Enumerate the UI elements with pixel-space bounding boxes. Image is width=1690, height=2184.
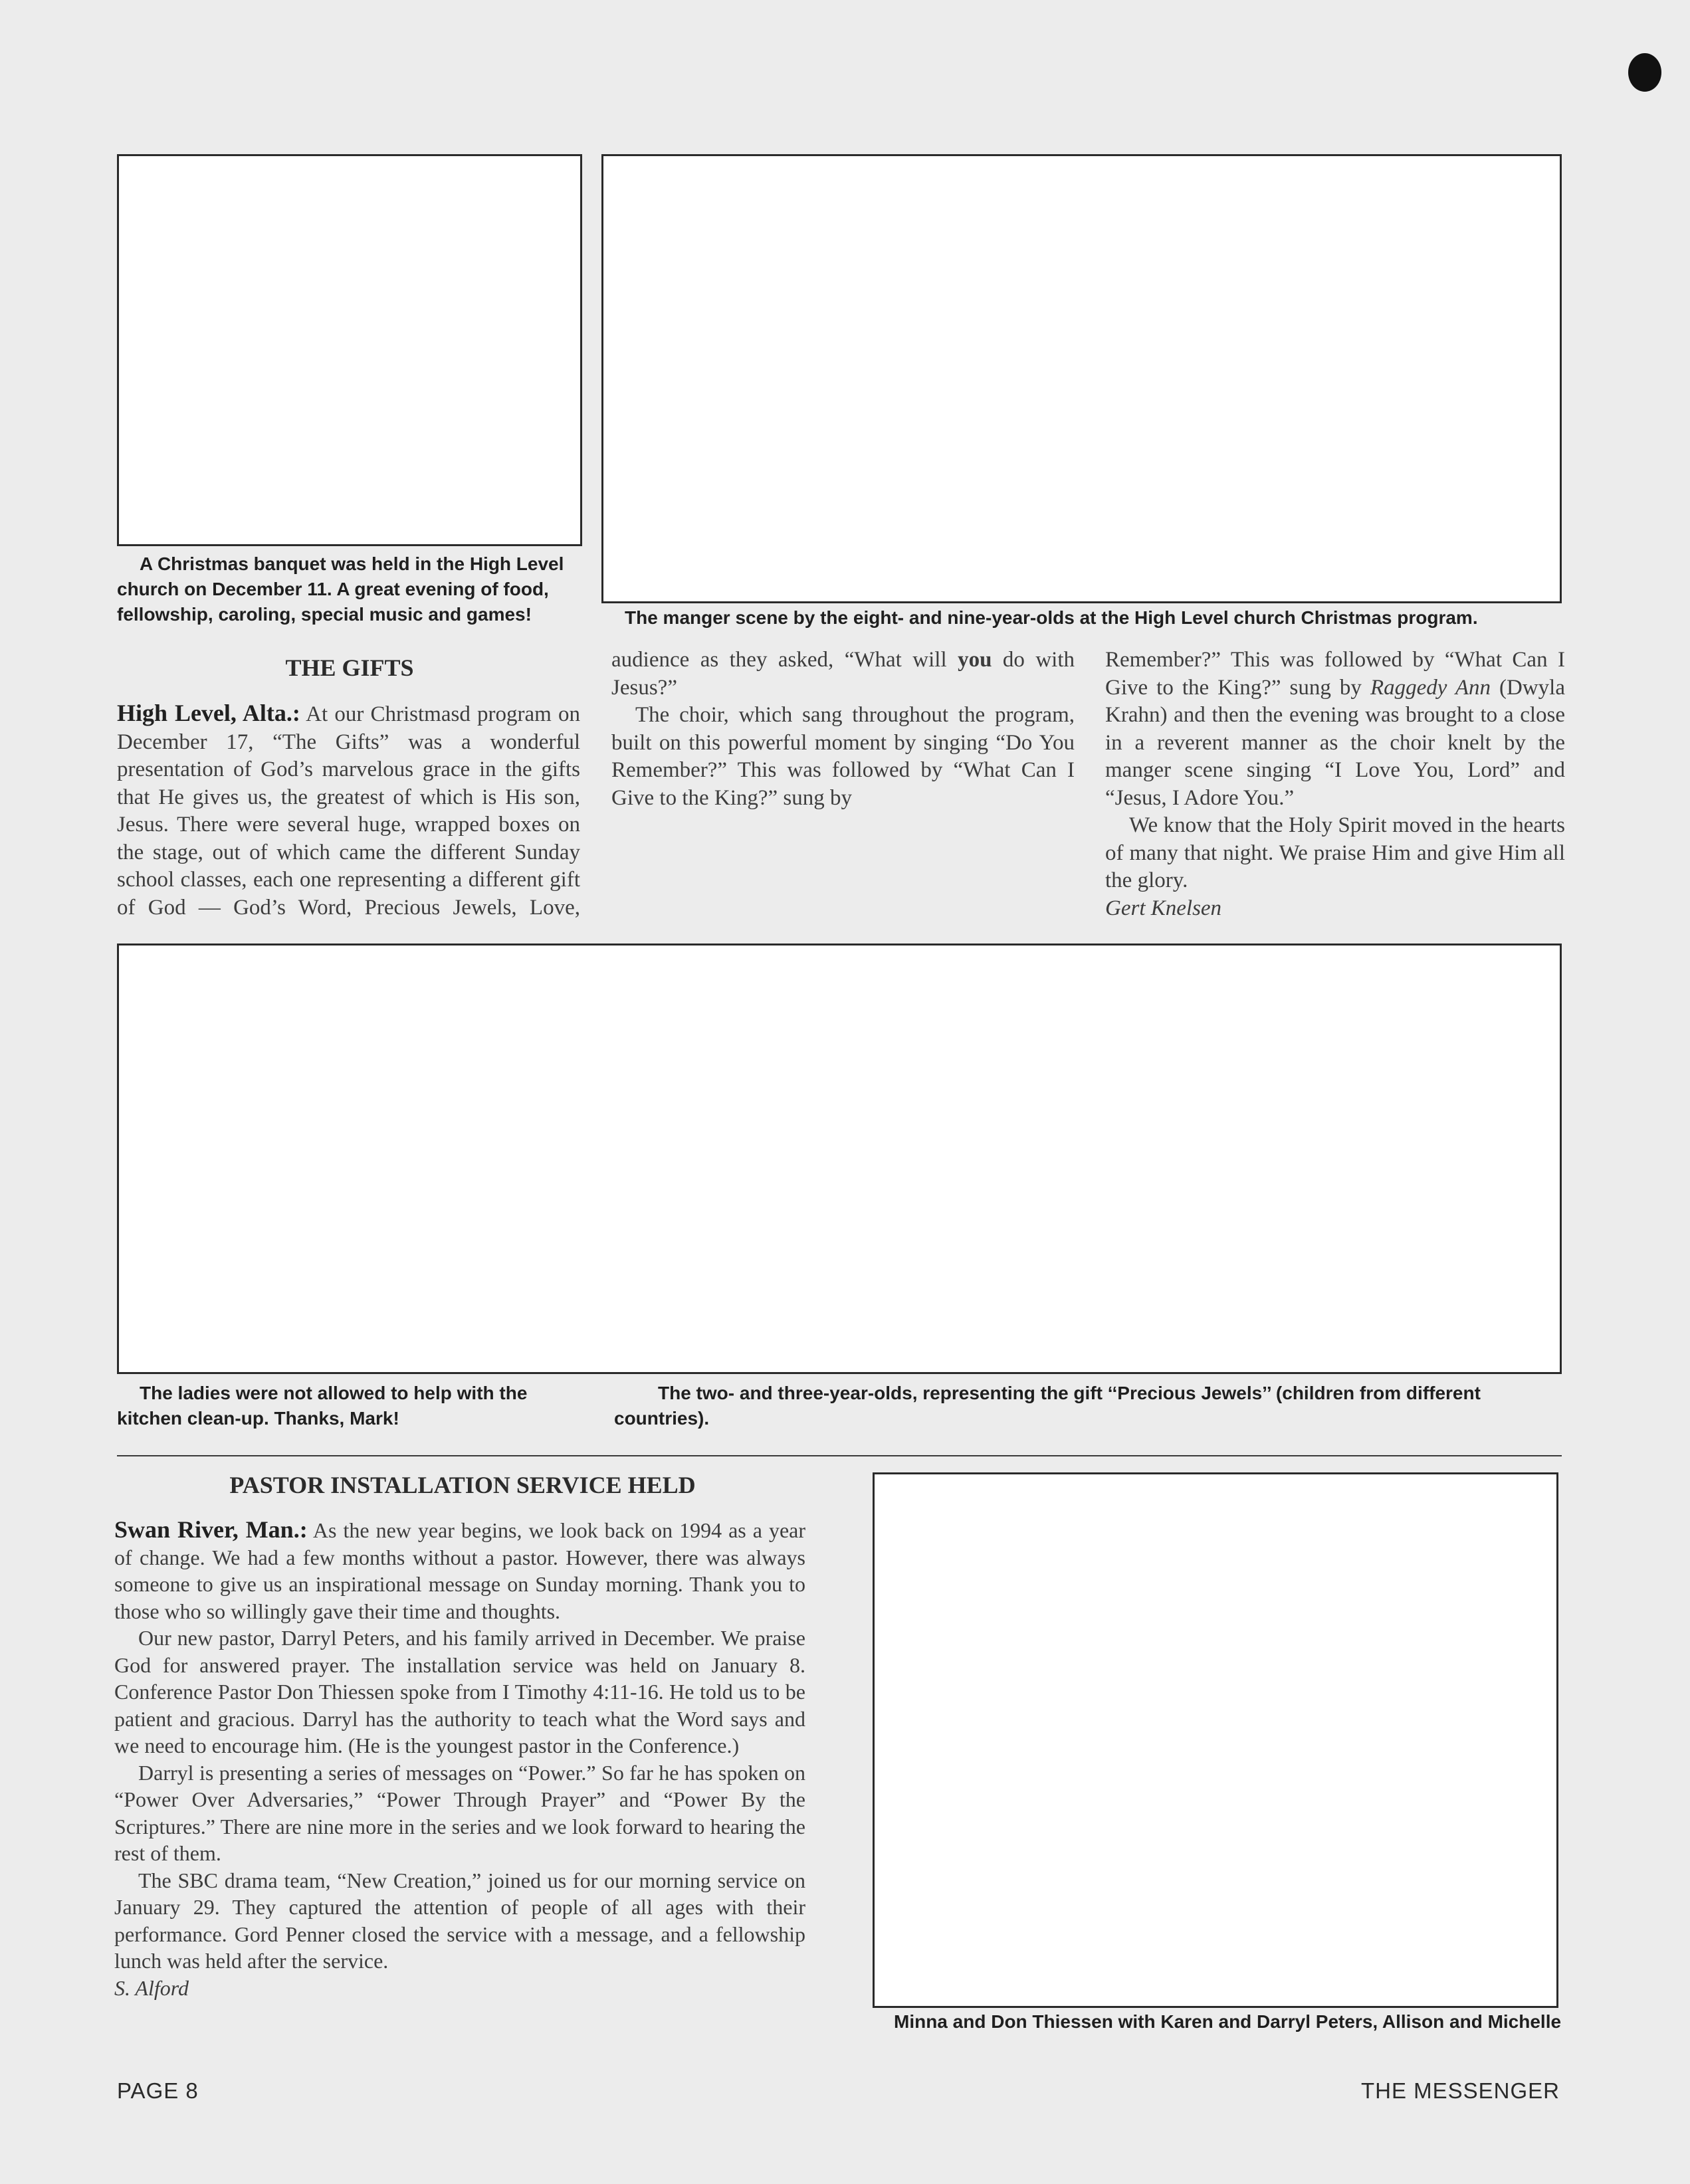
photo-christmas-banquet [117, 154, 582, 546]
gifts-paragraph-1-end: do with Jesus?” [611, 648, 1075, 700]
pastor-signature: S. Alford [114, 1975, 189, 2000]
gifts-column-3 [1105, 646, 1565, 926]
pastor-paragraph-2: Our new pastor, Darryl Peters, and his family arrived in December. We praise God for answered prayer. The installation service was held on January 8. Conference Pastor Don Thiessen spoke from I Timothy 4:11-16. He told us to be patient and gracious. Darryl has the authority to teach what the Word says and we need to encourage him. (He is the youngest pastor in the Conference.) [114, 1626, 805, 1757]
gifts-paragraph-1-start: At our Christmasd program on December 17, “The Gifts” was a wonderful presentation of God’s marvelous grace in the gifts that He gives us, the greatest of which is His son, Jesus. There were several huge, wrapped boxes on the stage, out of which came the different Sunday school classes, each one representing a different gift of God — God’s Word, Precious Jewels, Love, [117, 702, 580, 919]
gifts-paragraph-2: The choir, which sang throughout the program, built on this powerful moment by singing “Do You Remember?” This was followed by “What Can I Give to the King?” sung by [611, 703, 1075, 810]
page-number: PAGE 8 [117, 2078, 199, 2103]
gifts-paragraph-1: audience as they asked, “What will [611, 648, 947, 672]
gifts-column-3-inner [1105, 646, 1565, 922]
photo-precious-jewels [117, 943, 1562, 1374]
gifts-column-1 [117, 700, 580, 919]
gifts-paragraph-2-cont: Remember?” This was followed by “What Can I Give to the King?” sung by [1105, 648, 1565, 700]
pastor-dateline: Swan River, Man.: [114, 1516, 308, 1543]
gifts-signature: Gert Knelsen [1105, 896, 1222, 920]
gifts-column-2 [611, 646, 1075, 919]
gifts-emphasis-you: you [958, 648, 992, 672]
gifts-paragraph-3: We know that the Holy Spirit moved in the hearts of many that night. We praise Him and give Him all the glory. [1105, 813, 1565, 892]
publication-name: THE MESSENGER [1360, 2078, 1560, 2103]
gifts-column-2-inner [611, 646, 1075, 812]
gifts-headline: THE GIFTS [285, 654, 414, 681]
caption-precious-jewels: The two- and three-year-olds, representing the gift ‘‘Precious Jewels’’ (children from different countries). [614, 1383, 1481, 1429]
gifts-emphasis-raggedy: Raggedy Ann [1370, 675, 1491, 700]
photo-manger-scene [601, 154, 1562, 603]
pastor-column [114, 1516, 805, 2001]
binder-hole [1628, 53, 1661, 92]
gifts-paragraph-2-end: (Dwyla Krahn) and then the evening was brought to a close in a reverent manner as the choir knelt by the manger scene singing “I Love You, Lord” and “Jesus, I Adore You.” [1105, 675, 1565, 810]
caption-christmas-banquet: A Christmas banquet was held in the High Level church on December 11. A great evening of food, fellowship, caroling, special music and games! [117, 553, 564, 625]
pastor-paragraph-3: Darryl is presenting a series of messages on “Power.” So far he has spoken on “Power Over Adversaries,” “Power Through Prayer” and “Power By the Scriptures.” There are nine more in the series and we look forward to hearing the rest of them. [114, 1760, 805, 1865]
pastor-headline: PASTOR INSTALLATION SERVICE HELD [229, 1472, 696, 1498]
photo-thiessen-peters-family [873, 1472, 1558, 2008]
caption-thiessen-peters-family: Minna and Don Thiessen with Karen and Darryl Peters, Allison and Michelle [894, 2011, 1562, 2032]
caption-manger-scene: The manger scene by the eight- and nine-year-olds at the High Level church Christmas program. [625, 607, 1478, 628]
gifts-dateline: High Level, Alta.: [117, 700, 300, 726]
pastor-paragraph-1: As the new year begins, we look back on 1994 as a year of change. We had a few months without a pastor. However, there was always someone to give us an inspirational message on Sunday morning. Thank you to those who so willingly gave their time and thoughts. [114, 1518, 806, 1623]
pastor-paragraph-4: The SBC drama team, “New Creation,” joined us for our morning service on January 29. They captured the attention of people of all ages with their performance. Gord Penner closed the service with a message, and a fellowship lunch was held after the service. [114, 1868, 805, 1973]
caption-ladies: The ladies were not allowed to help with the kitchen clean-up. Thanks, Mark! [117, 1383, 528, 1429]
section-divider [117, 1455, 1562, 1456]
